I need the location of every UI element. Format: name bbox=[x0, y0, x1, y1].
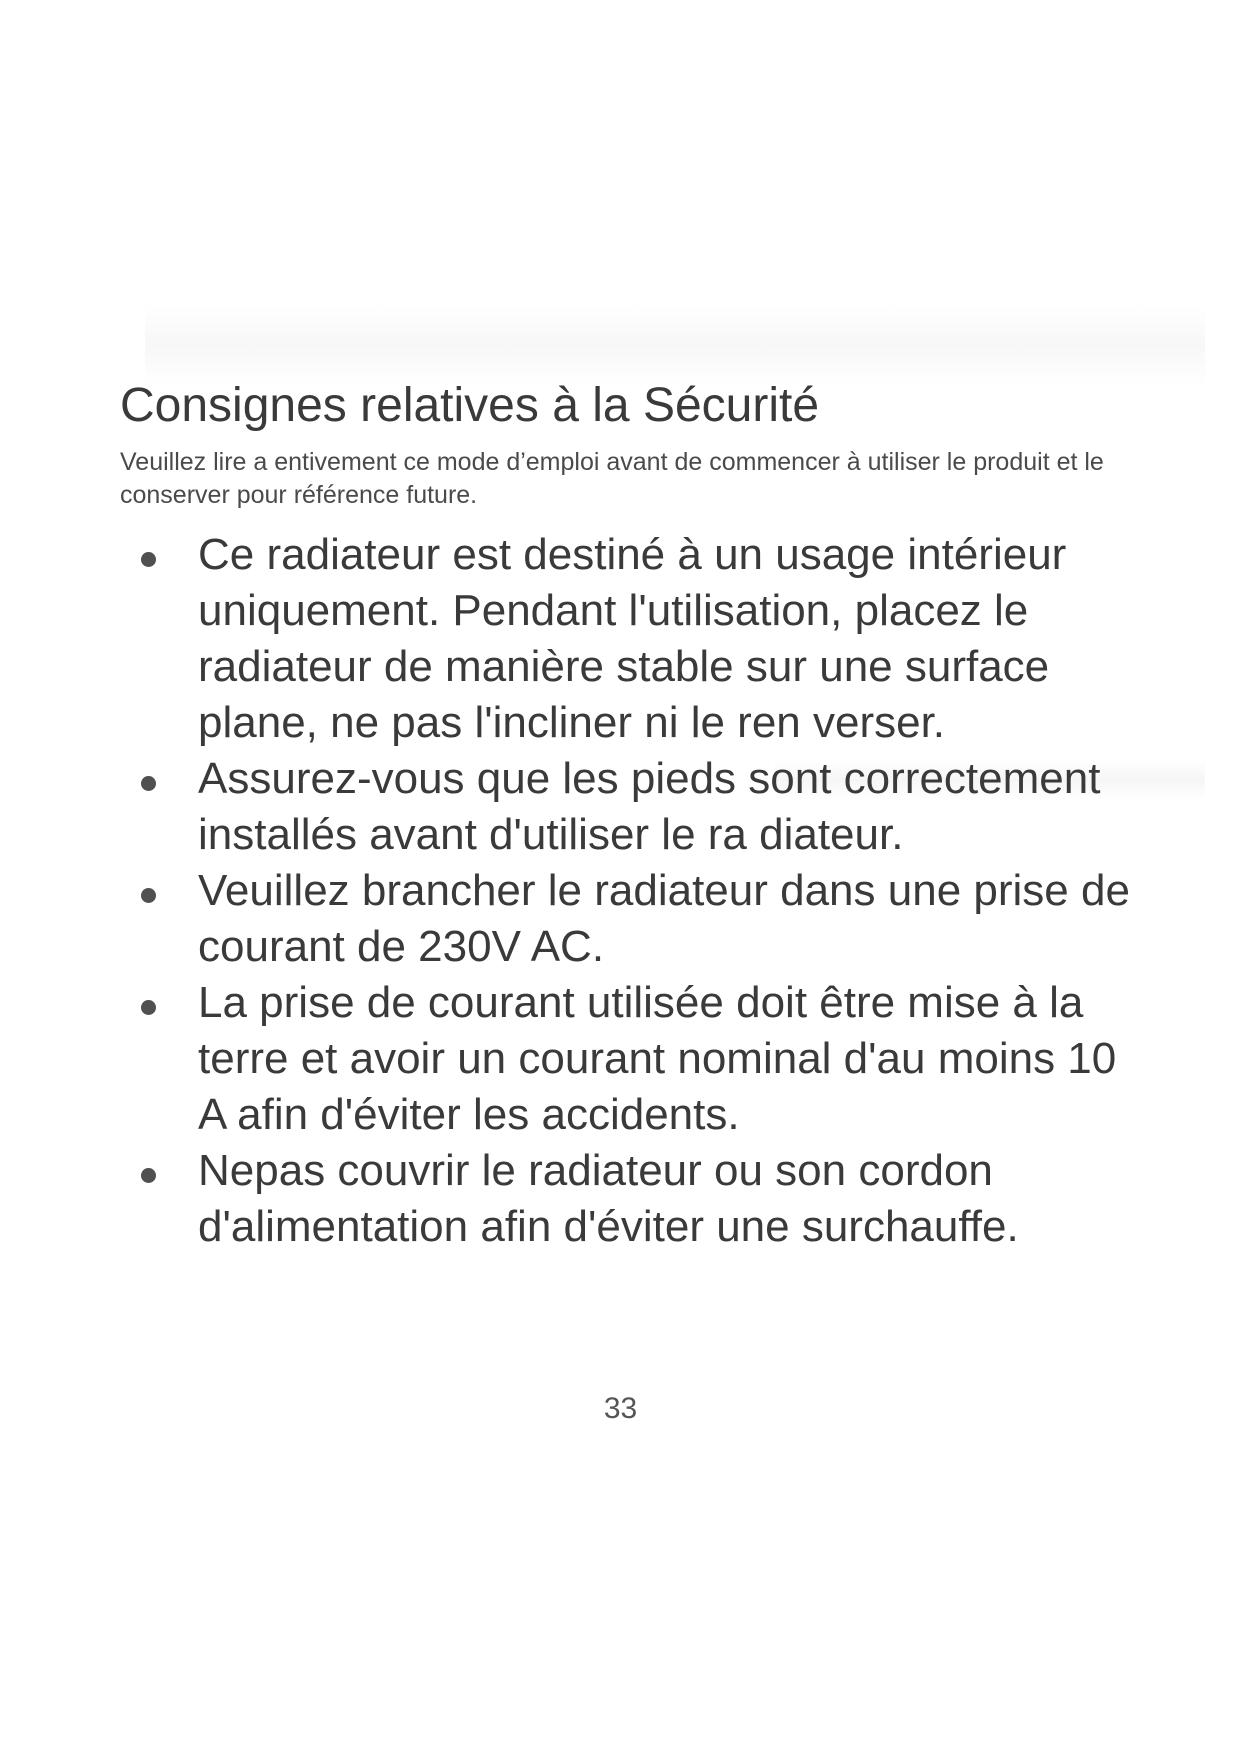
list-item-text: La prise de courant utilisée doit être mise à la terre et avoir un courant nominal d'au moins 10 A afin d'éviter les accidents. bbox=[198, 978, 1117, 1139]
list-item bbox=[130, 527, 1130, 751]
bullet-icon bbox=[141, 1000, 156, 1015]
scan-shading bbox=[145, 305, 1205, 385]
bullet-icon bbox=[141, 552, 156, 567]
list-item bbox=[130, 975, 1130, 1143]
bullet-icon bbox=[141, 1168, 156, 1183]
list-item-text: Nepas couvrir le radiateur ou son cordon d'alimentation afin d'éviter une surchauffe. bbox=[198, 1146, 1019, 1251]
intro-text: Veuillez lire a entivement ce mode d’emploi avant de commencer à utiliser le produit et le conserver pour référence future. bbox=[120, 448, 1104, 509]
list-item-text: Assurez-vous que les pieds sont correctement installés avant d'utiliser le ra diateur. bbox=[198, 754, 1101, 859]
page-title: Consignes relatives à la Sécurité bbox=[120, 379, 820, 432]
list-item-text: Veuillez brancher le radiateur dans une prise de courant de 230V AC. bbox=[198, 866, 1130, 971]
bullet-icon bbox=[141, 776, 156, 791]
page-number: 33 bbox=[603, 1392, 638, 1425]
safety-list bbox=[130, 527, 1130, 1255]
list-item bbox=[130, 1143, 1130, 1255]
list-item bbox=[130, 751, 1130, 863]
bullet-icon bbox=[141, 888, 156, 903]
list-item-text: Ce radiateur est destiné à un usage intérieur uniquement. Pendant l'utilisation, placez le radiateur de manière stable sur une surface plane, ne pas l'incliner ni le ren verser. bbox=[198, 530, 1067, 747]
list-item bbox=[130, 863, 1130, 975]
